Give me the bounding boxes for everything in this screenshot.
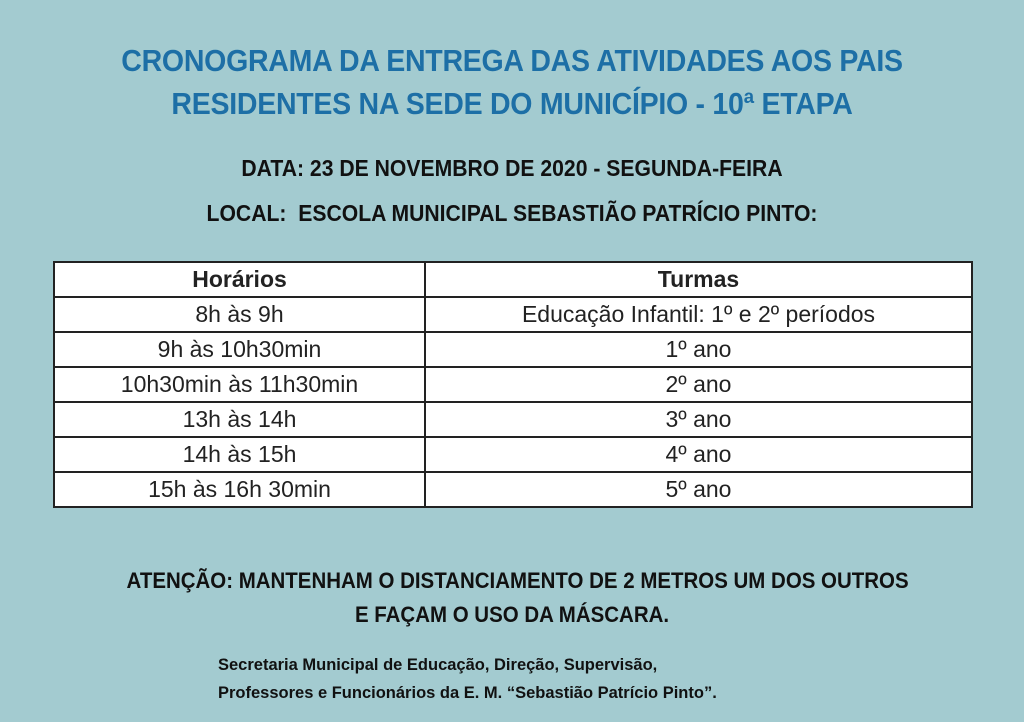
time-cell: 10h30min às 11h30min <box>54 367 425 402</box>
table-row <box>54 437 972 472</box>
class-cell: 5º ano <box>425 472 972 507</box>
table-row <box>54 297 972 332</box>
time-cell: 8h às 9h <box>54 297 425 332</box>
class-cell: 4º ano <box>425 437 972 472</box>
time-cell: 9h às 10h30min <box>54 332 425 367</box>
class-cell: 1º ano <box>425 332 972 367</box>
page-title-line-1: CRONOGRAMA DA ENTREGA DAS ATIVIDADES AOS PAIS <box>121 43 903 78</box>
table-header-row <box>54 262 972 297</box>
table-row <box>54 472 972 507</box>
table-row <box>54 367 972 402</box>
footer-line-1: Secretaria Municipal de Educação, Direção, Supervisão, <box>218 656 658 674</box>
time-cell: 14h às 15h <box>54 437 425 472</box>
page-title-line-2: RESIDENTES NA SEDE DO MUNICÍPIO - 10ª ETAPA <box>171 86 853 121</box>
footer-line-2: Professores e Funcionários da E. M. “Sebastião Patrício Pinto”. <box>218 684 717 702</box>
class-cell: 2º ano <box>425 367 972 402</box>
location-line: LOCAL: ESCOLA MUNICIPAL SEBASTIÃO PATRÍCIO PINTO: <box>206 200 818 226</box>
table-row <box>54 402 972 437</box>
class-cell: Educação Infantil: 1º e 2º períodos <box>425 297 972 332</box>
class-cell: 3º ano <box>425 402 972 437</box>
attention-line-2: E FAÇAM O USO DA MÁSCARA. <box>354 602 670 627</box>
schedule-table <box>53 261 973 508</box>
header-turmas: Turmas <box>425 262 972 297</box>
time-cell: 15h às 16h 30min <box>54 472 425 507</box>
date-line: DATA: 23 DE NOVEMBRO DE 2020 - SEGUNDA-FEIRA <box>241 155 783 181</box>
attention-line-1: ATENÇÃO: MANTENHAM O DISTANCIAMENTO DE 2 METROS UM DOS OUTROS <box>126 568 909 593</box>
table-row <box>54 332 972 367</box>
time-cell: 13h às 14h <box>54 402 425 437</box>
header-horarios: Horários <box>54 262 425 297</box>
